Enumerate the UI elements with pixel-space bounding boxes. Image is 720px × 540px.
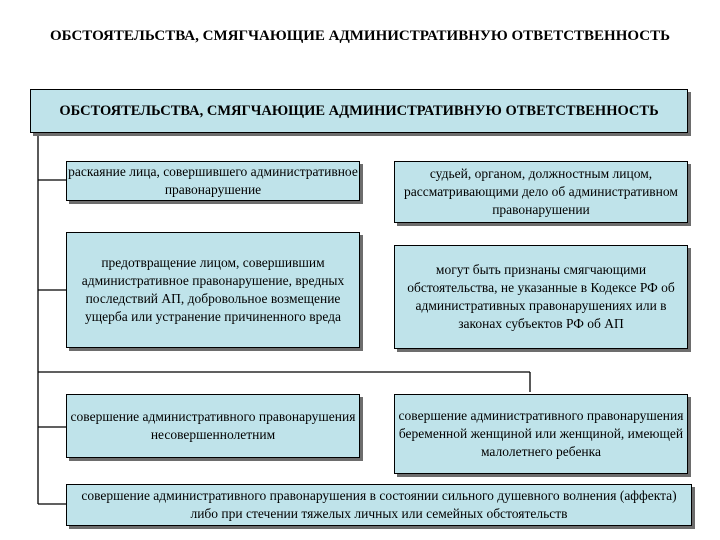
box-minor (66, 394, 360, 458)
box-repentance-text: раскаяние лица, совершившего административное правонарушение (68, 164, 358, 197)
box-prevention-text: предотвращение лицом, совершившим административное правонарушение, вредных последствий АП, добровольное возмещение ущерба или устранение причиненного вреда (81, 255, 345, 324)
box-minor-text: совершение административного правонарушения несовершеннолетним (70, 409, 356, 442)
box-prevention (66, 232, 360, 348)
box-pregnant-text: совершение административного правонарушения беременной женщиной или женщиной, имеющей малолетнего ребенка (398, 408, 684, 459)
box-pregnant (394, 394, 688, 474)
box-judge-text: судьей, органом, должностным лицом, рассматривающими дело об административном правонарушении (404, 166, 678, 217)
box-affect-text: совершение административного правонарушения в состоянии сильного душевного волнения (аффекта) либо при стечении тяжелых личных или семейных обстоятельств (81, 488, 677, 521)
box-other-circumstances (394, 245, 688, 349)
box-other-circumstances-text: могут быть признаны смягчающими обстоятельства, не указанные в Кодексе РФ об административных правонарушениях или в законах субъектов РФ об АП (407, 262, 675, 331)
header-box (30, 89, 688, 133)
box-affect (66, 484, 692, 526)
slide-title: ОБСТОЯТЕЛЬСТВА, СМЯГЧАЮЩИЕ АДМИНИСТРАТИВНУЮ ОТВЕТСТВЕННОСТЬ (49, 28, 670, 44)
box-judge (394, 161, 688, 223)
header-box-text: ОБСТОЯТЕЛЬСТВА, СМЯГЧАЮЩИЕ АДМИНИСТРАТИВНУЮ ОТВЕТСТВЕННОСТЬ (59, 103, 659, 119)
box-repentance (66, 161, 360, 201)
